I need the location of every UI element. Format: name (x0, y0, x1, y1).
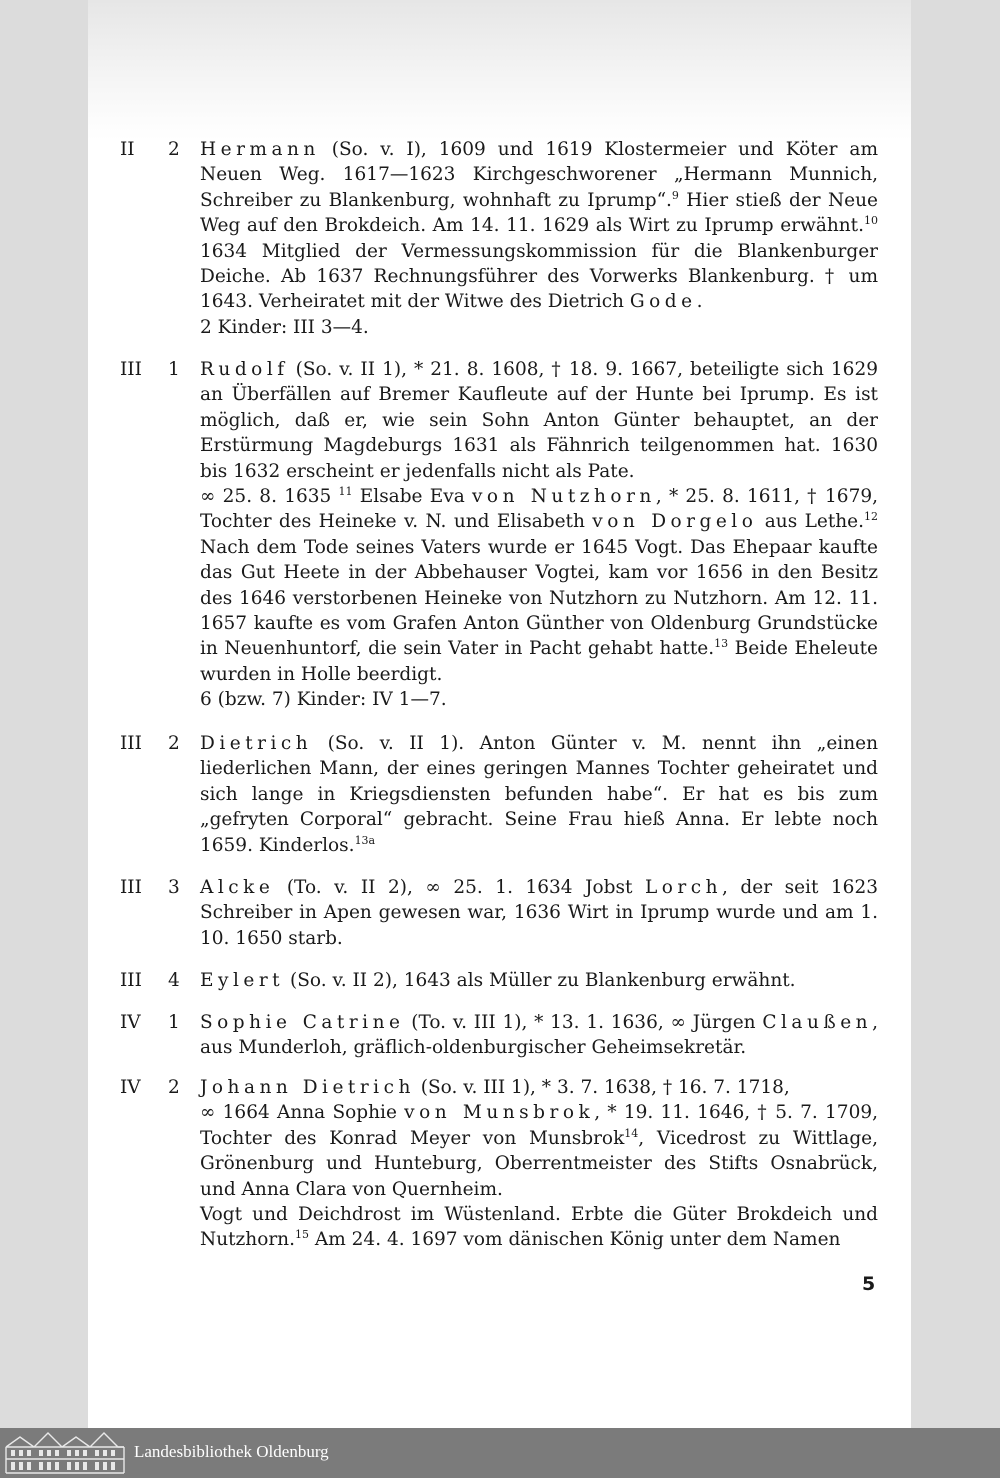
footnote-ref: 13 (714, 637, 729, 651)
person-name: Claußen (762, 1012, 873, 1033)
generation-label: III (120, 970, 142, 991)
person-name: Gode (629, 291, 697, 313)
person-name: Alcke (200, 877, 275, 898)
footnote-ref: 9 (671, 188, 679, 202)
person-name: von Nutzhorn (471, 486, 656, 508)
entry-text: Eylert (So. v. II 2), 1643 als Müller zu Blankenburg erwähnt. (200, 970, 796, 991)
footnote-ref: 11 (338, 484, 353, 498)
person-name: von Dorgelo (592, 511, 758, 533)
library-footer-bar (0, 1428, 1000, 1478)
entry-text: Hermann (So. v. I), 1609 und 1619 Klostermeier und Köter am Neuen Weg. 1617—1623 Kirchgeschworener „Hermann Munnich, Schreiber zu Blankenburg, wohnhaft zu Iprump“.$^9$ Hier stieß der Neue Weg auf den Brokdeich. Am 14. 11. 1629 als Wirt zu Iprump erwähnt.$^{10}$ 1634 Mitglied der Vermessungskommission für die Blankenburger Deiche. Ab 1637 Rechnungsführer des Vorwerks Blankenburg. † um 1643. Verheiratet mit der Witwe des Dietrich Gode. 2 Kinder: III 3—4. (200, 139, 878, 338)
person-name: Rudolf (200, 359, 289, 380)
generation-label: III (120, 733, 142, 754)
library-building-icon (4, 1431, 126, 1475)
library-name: Landesbibliothek Oldenburg (134, 1442, 329, 1461)
generation-label: III (120, 359, 142, 380)
entry-number: 2 (168, 733, 180, 754)
footnote-ref: 13a (354, 833, 376, 847)
footnote-ref: 10 (864, 214, 878, 228)
children-line: 6 (bzw. 7) Kinder: IV 1—7. (200, 689, 447, 711)
person-name: Johann Dietrich (200, 1077, 415, 1098)
entry-number: 4 (168, 970, 180, 991)
children-line: 2 Kinder: III 3—4. (200, 316, 369, 338)
person-name: Hermann (200, 139, 320, 160)
entry-text: Alcke (To. v. II 2), ∞ 25. 1. 1634 Jobst Lorch, der seit 1623 Schreiber in Apen gewesen war, 1636 Wirt in Iprump wurde und am 1. 10. 1650 starb. (200, 877, 878, 949)
entry-number: 2 (168, 139, 180, 160)
generation-label: II (120, 139, 135, 160)
entry-text: Rudolf (So. v. II 1), * 21. 8. 1608, † 18. 9. 1667, beteiligte sich 1629 an Überfällen auf Bremer Kaufleute auf der Hunte bei Iprump. Es ist möglich, daß er, wie sein Sohn Anton Günter behauptet, an der Erstürmung Magdeburgs 1631 als Fähnrich teilgenommen hat. 1630 bis 1632 erscheint er jedenfalls nicht als Pate. ∞ 25. 8. 1635 $^{11}$ Elsabe Eva von Nutzhorn, * 25. 8. 1611, † 1679, Tochter des Heineke v. N. und Elisabeth von Dorgelo aus Lethe.$^{12}$ Nach dem Tode seines Vaters wurde er 1645 Vogt. Das Ehepaar kaufte das Gut Heete in der Abbehauser Vogtei, kam vor 1656 in den Besitz des 1646 verstorbenen Heineke von Nutzhorn zu Nutzhorn. Am 12. 11. 1657 kaufte es vom Grafen Anton Günther von Oldenburg Grundstücke in Neuenhuntorf, die sein Vater in Pacht gehabt hatte.$^{13}$ Beide Eheleute wurden in Holle beerdigt. 6 (bzw. 7) Kinder: IV 1—7. (200, 359, 878, 711)
person-name: Eylert (200, 970, 285, 991)
entry-text: Sophie Catrine (To. v. III 1), * 13. 1. 1636, ∞ Jürgen Claußen, aus Munderloh, gräflich-oldenburgischer Geheimsekretär. (200, 1012, 878, 1059)
entry-number: 1 (168, 1012, 180, 1033)
generation-label: IV (120, 1077, 141, 1098)
entry-text: Johann Dietrich (So. v. III 1), * 3. 7. 1638, † 16. 7. 1718, ∞ 1664 Anna Sophie von Munsbrok, * 19. 11. 1646, † 5. 7. 1709, Tochter des Konrad Meyer von Munsbrok$^{14}$, Vicedrost zu Wittlage, Grönenburg und Hunteburg, Oberrentmeister des Stifts Osnabrück, und Anna Clara von Quernheim. Vogt und Deichdrost im Wüstenland. Erbte die Güter Brokdeich und Nutzhorn.$^{15}$ Am 24. 4. 1697 vom dänischen König unter dem Namen (200, 1077, 879, 1251)
generation-label: IV (120, 1012, 141, 1033)
person-name: Dietrich (200, 733, 313, 754)
footnote-ref: 15 (294, 1228, 309, 1242)
person-name: von Munsbrok (404, 1102, 595, 1124)
page-number: 5 (862, 1273, 876, 1295)
person-name: Sophie Catrine (200, 1012, 405, 1033)
entry-number: 3 (168, 877, 180, 898)
footnote-ref: 14 (624, 1126, 639, 1140)
entry-text: Dietrich (So. v. II 1). Anton Günter v. M. nennt ihn „einen liederlichen Mann, der eines geringen Mannes Tochter geheiratet und sich lange in Kriegsdiensten befunden habe“. Er hat es bis zum „gefryten Corporal“ gebracht. Seine Frau hieß Anna. Er lebte noch 1659. Kinderlos.$^{13a}$ (200, 733, 878, 856)
entry-number: 2 (168, 1077, 180, 1098)
generation-label: III (120, 877, 142, 898)
person-name: Lorch (644, 877, 722, 898)
entry-number: 1 (168, 359, 180, 380)
footnote-ref: 12 (864, 510, 878, 524)
